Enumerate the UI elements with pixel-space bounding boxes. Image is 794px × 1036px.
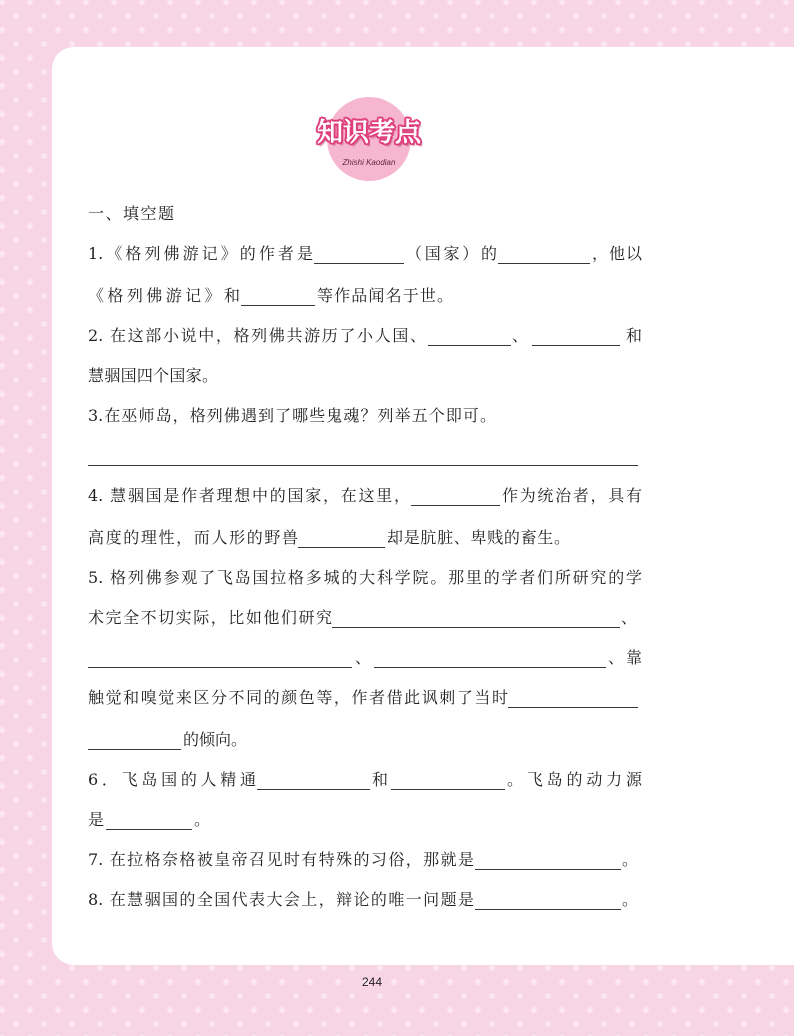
question-6-blank-1: [257, 770, 370, 790]
question-7-text-1: 7. 在拉格奈格被皇帝召见时有特殊的习俗，那就是: [88, 850, 474, 869]
question-5-text-5: 、靠: [608, 648, 642, 667]
question-5-text-3: 、: [621, 608, 638, 627]
question-5-blank-1: [332, 608, 620, 628]
section-heading: 一、填空题: [88, 204, 174, 223]
question-2-text-1: 2. 在这部小说中，格列佛共游历了小人国、: [88, 326, 426, 345]
question-3-text-1: 3.在巫师岛，格列佛遇到了哪些鬼魂？列举五个即可。: [88, 406, 496, 425]
question-7-blank-1: [475, 850, 621, 870]
question-8-text-1: 8. 在慧骃国的全国代表大会上，辩论的唯一问题是: [88, 890, 474, 909]
question-4-blank-1: [411, 486, 500, 506]
question-6-text-3: 。飞岛的动力源: [507, 770, 642, 789]
question-3-answer-line: [88, 465, 638, 466]
question-5-blank-4: [508, 688, 638, 708]
question-1-text-4: 《格列佛游记》和: [88, 286, 240, 305]
question-1-text-5: 等作品闻名于世。: [317, 286, 453, 305]
badge-title: 知识考点: [316, 118, 421, 148]
question-2-text-3: 和: [626, 326, 643, 345]
question-6-text-5: 。: [194, 810, 211, 829]
question-6-text-2: 和: [372, 770, 389, 789]
badge-subtitle: Zhishi Kaodian: [342, 158, 396, 167]
question-4-text-3: 高度的理性，而人形的野兽: [88, 528, 298, 547]
question-5-text-4: 、: [355, 648, 372, 667]
question-6-text-1: 6．飞岛国的人精通: [88, 770, 256, 789]
page-number: 244: [361, 975, 383, 989]
question-7-text-2: 。: [622, 850, 639, 869]
question-5-text-2: 术完全不切实际，比如他们研究: [88, 608, 332, 627]
question-1-blank-2: [498, 244, 590, 264]
question-6-blank-2: [391, 770, 505, 790]
question-5-text-1: 5. 格列佛参观了飞岛国拉格多城的大科学院。那里的学者们所研究的学: [88, 568, 642, 587]
question-4-text-2: 作为统治者，具有: [502, 486, 642, 505]
question-1-text-2: （国家）的: [406, 244, 497, 263]
question-2-blank-1: [428, 326, 511, 346]
question-5-blank-5: [88, 730, 181, 750]
question-1-text-3: ，他以: [592, 244, 642, 263]
question-1-text-1: 1.《格列佛游记》的作者是: [88, 244, 313, 263]
question-8-blank-1: [475, 890, 621, 910]
question-6-blank-3: [106, 810, 192, 830]
question-5-text-7: 的倾向。: [183, 730, 248, 749]
question-5-text-6: 触觉和嗅觉来区分不同的颜色等，作者借此讽刺了当时: [88, 688, 508, 707]
question-2-text-4: 慧骃国四个国家。: [88, 366, 218, 385]
question-8-text-2: 。: [622, 890, 639, 909]
question-6-text-4: 是: [88, 810, 105, 829]
question-4-text-1: 4. 慧骃国是作者理想中的国家，在这里，: [88, 486, 410, 505]
question-4-blank-2: [298, 528, 385, 548]
question-4-text-4: 却是肮脏、卑贱的畜生。: [387, 528, 570, 547]
question-2-text-2: 、: [512, 326, 529, 345]
question-1-blank-3: [241, 286, 315, 306]
question-1-blank-1: [314, 244, 404, 264]
question-5-blank-2: [88, 648, 352, 668]
question-2-blank-2: [532, 326, 620, 346]
question-5-blank-3: [374, 648, 606, 668]
